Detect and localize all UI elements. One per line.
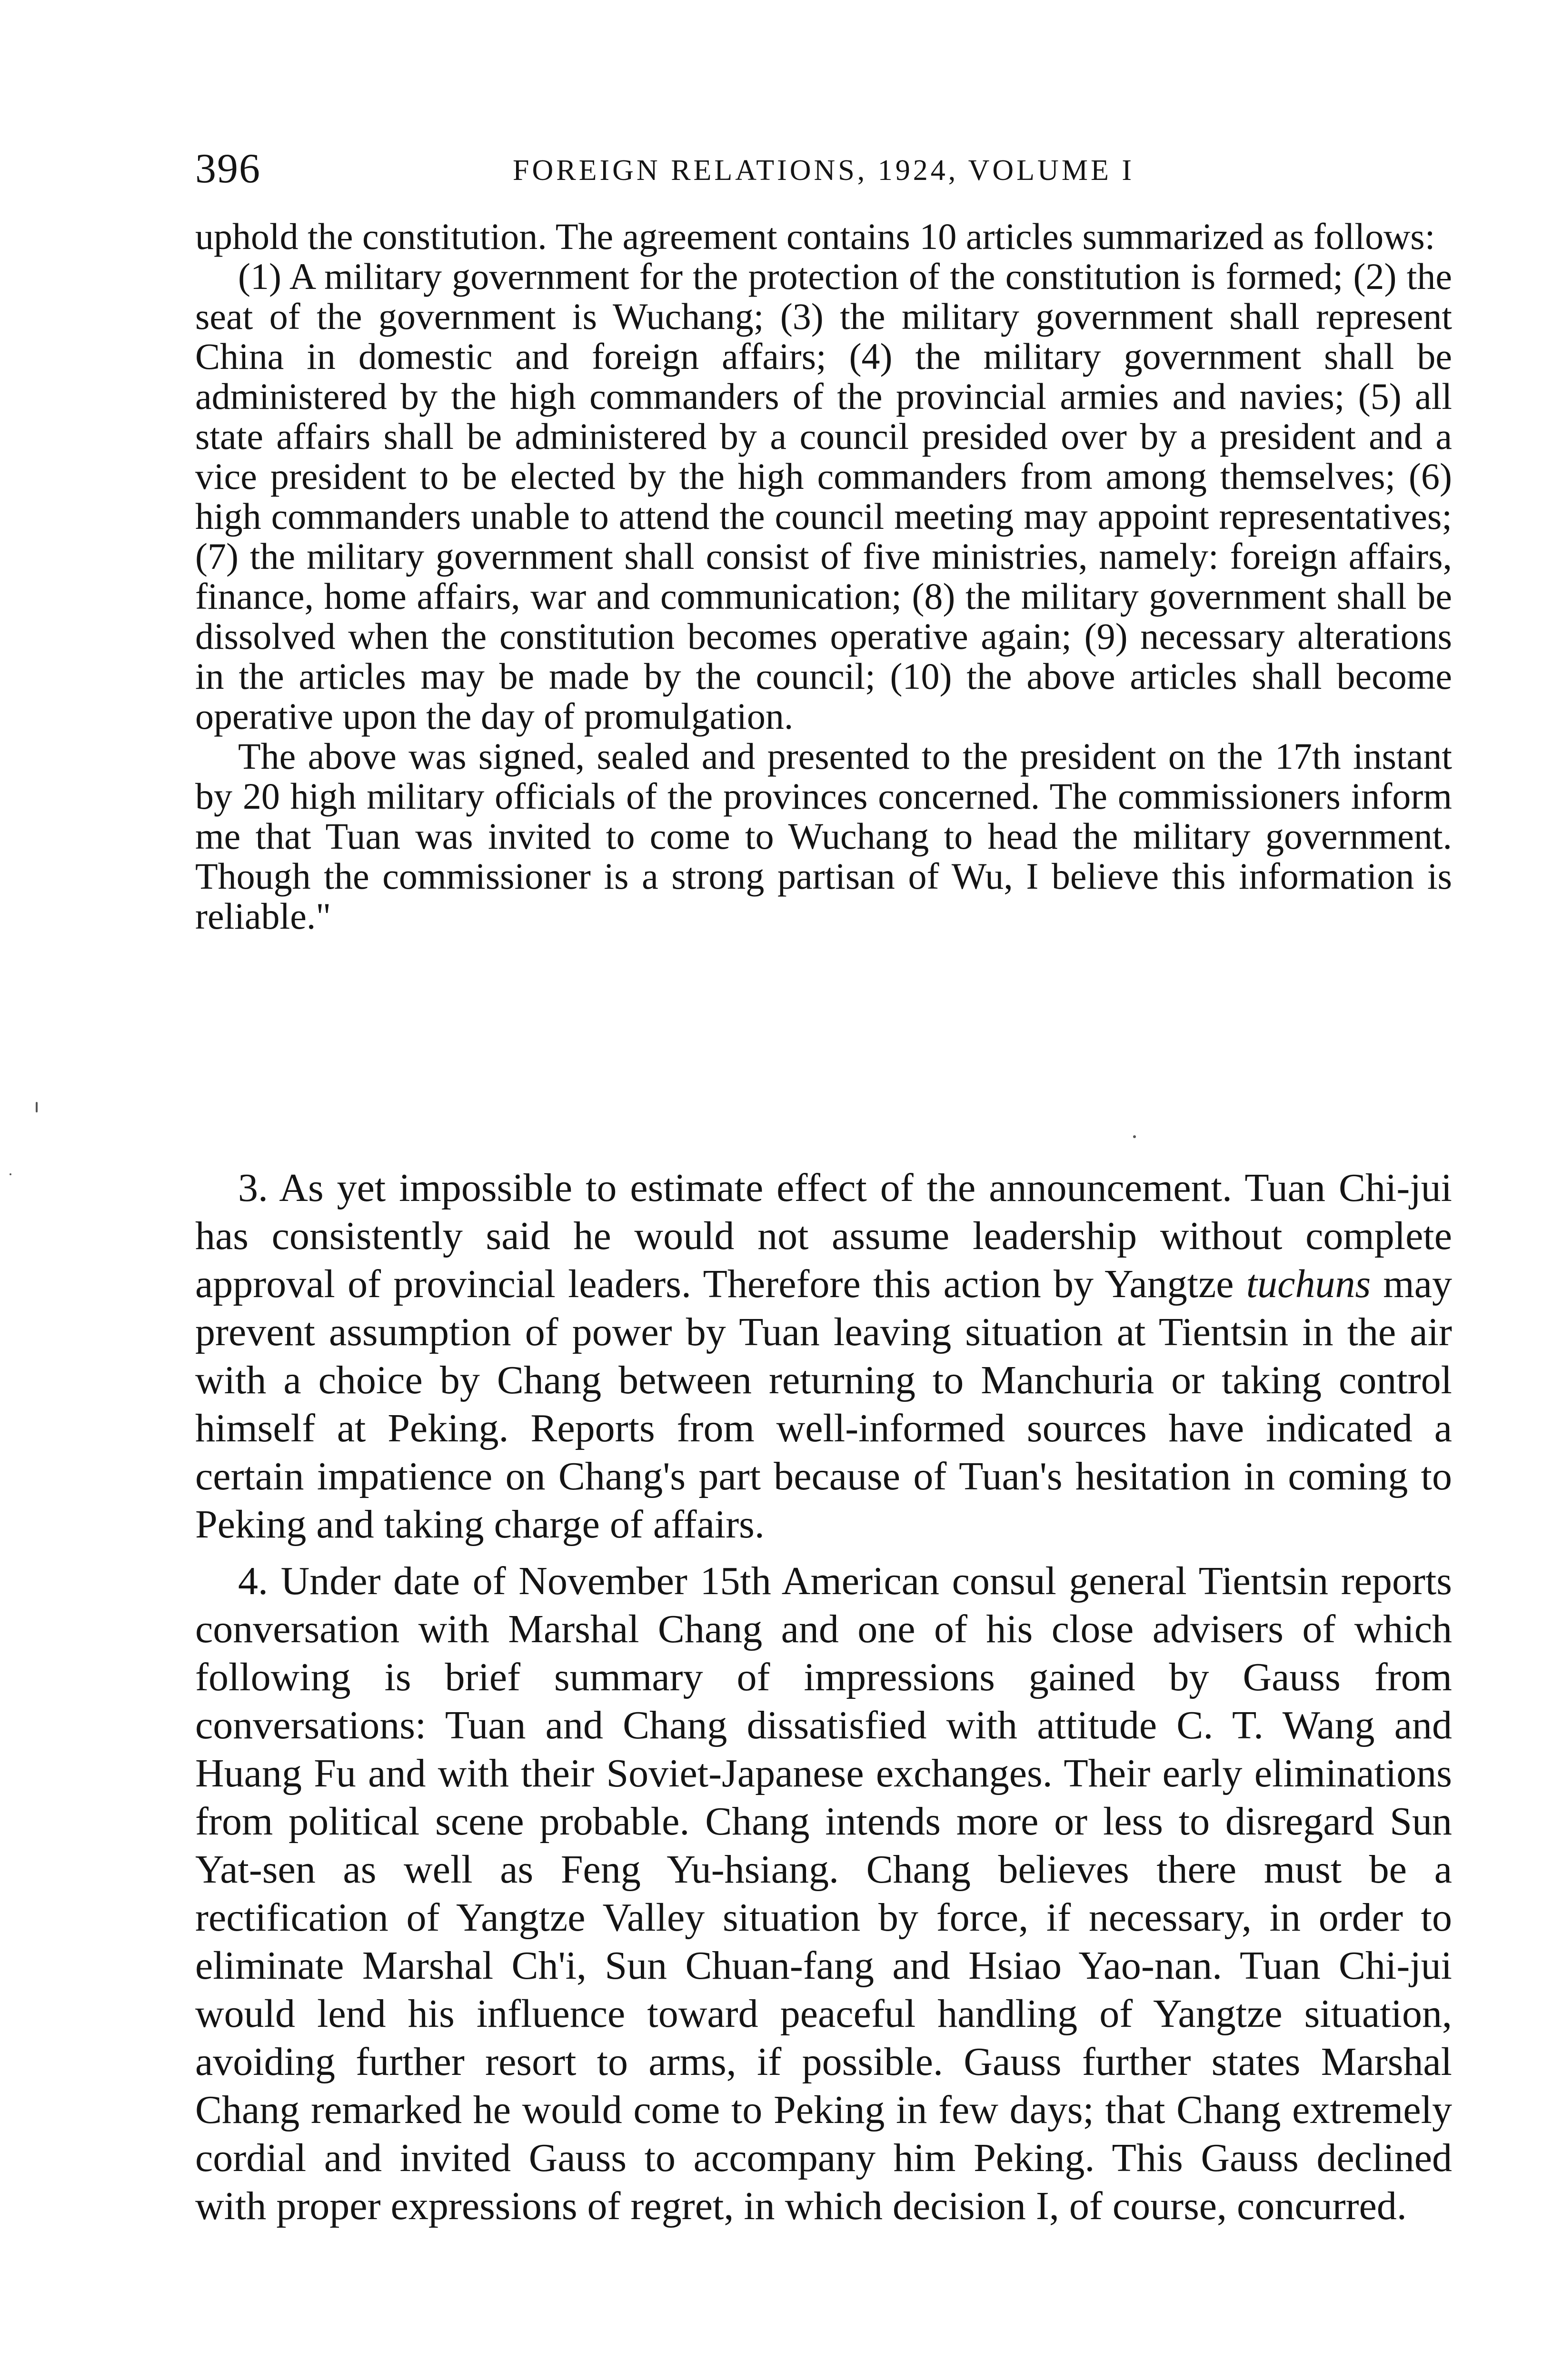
quoted-lead-paragraph: uphold the constitution. The agreement contains 10 articles summarized as follows: [195, 216, 1435, 257]
paragraph-4: 4. Under date of November 15th American consul general Tientsin reports conversation with Marshal Chang and one of his close advisers of which following is brief summary of impressions gained by Gauss from conversations: Tuan and Chang dissatisfied with attitude C. T. Wang and Huang Fu and with their Soviet-Japanese exchanges. Their early eliminations from political scene probable. Chang intends more or less to disregard Sun Yat-sen as well as Feng Yu-hsiang. Chang believes there must be a rectification of Yangtze Valley situation by force, if necessary, in order to eliminate Marshal Ch'i, Sun Chuan-fang and Hsiao Yao-nan. Tuan Chi-jui would lend his influence toward peaceful handling of Yangtze situation, avoiding further resort to arms, if possible. Gauss further states Marshal Chang remarked he would come to Peking in few days; that Chang extremely cordial and invited Gauss to accompany him Peking. This Gauss declined with proper expressions of regret, in which decision I, of course, concurred. [195, 1559, 1452, 2228]
paragraph-3-italic-term: tuchuns [1246, 1262, 1371, 1306]
scan-speck [36, 1102, 38, 1112]
main-body [195, 1164, 1452, 2230]
articles-paragraph: (1) A military government for the protection of the constitution is formed; (2) the seat of the government is Wuchang; (3) the military government shall represent China in domestic and foreign affairs; (4) the military government shall be administered by the high commanders of the provincial armies and navies; (5) all state affairs shall be administered by a council presided over by a president and a vice president to be elected by the high commanders from among themselves; (6) high commanders unable to attend the council meeting may appoint representatives; (7) the military government shall consist of five ministries, namely: foreign affairs, finance, home affairs, war and communication; (8) the military government shall be dissolved when the constitution becomes operative again; (9) necessary alterations in the articles may be made by the council; (10) the above articles shall become operative upon the day of promulgation. [195, 256, 1452, 737]
page-number: 396 [195, 146, 261, 192]
quoted-telegram-excerpt [195, 217, 1452, 936]
running-head: FOREIGN RELATIONS, 1924, VOLUME I [513, 154, 1134, 187]
signing-paragraph: The above was signed, sealed and presented to the president on the 17th instant by 20 high military officials of the provinces concerned. The commissioners inform me that Tuan was invited to come to Wuchang to head the military government. Though the commissioner is a strong partisan of Wu, I believe this information is reliable." [195, 735, 1452, 937]
paragraph-3-text-start: 3. As yet impossible to estimate effect of the announcement. Tuan Chi-jui has consistently said he would not assume leadership without complete approval of provincial leaders. Therefore this action by Yangtze [195, 1166, 1452, 1306]
page-header [195, 143, 1452, 195]
scan-speck [1133, 1135, 1136, 1138]
paragraph-3 [195, 1164, 1452, 1548]
scan-speck [10, 1173, 11, 1175]
paragraph-gap [195, 1548, 1452, 1557]
paragraph-3-text-end: may prevent assumption of power by Tuan leaving situation at Tientsin in the air with a choice by Chang between returning to Manchuria or taking control himself at Peking. Reports from well-informed sources have indicated a certain impatience on Chang's part because of Tuan's hesitation in coming to Peking and taking charge of affairs. [195, 1262, 1452, 1547]
